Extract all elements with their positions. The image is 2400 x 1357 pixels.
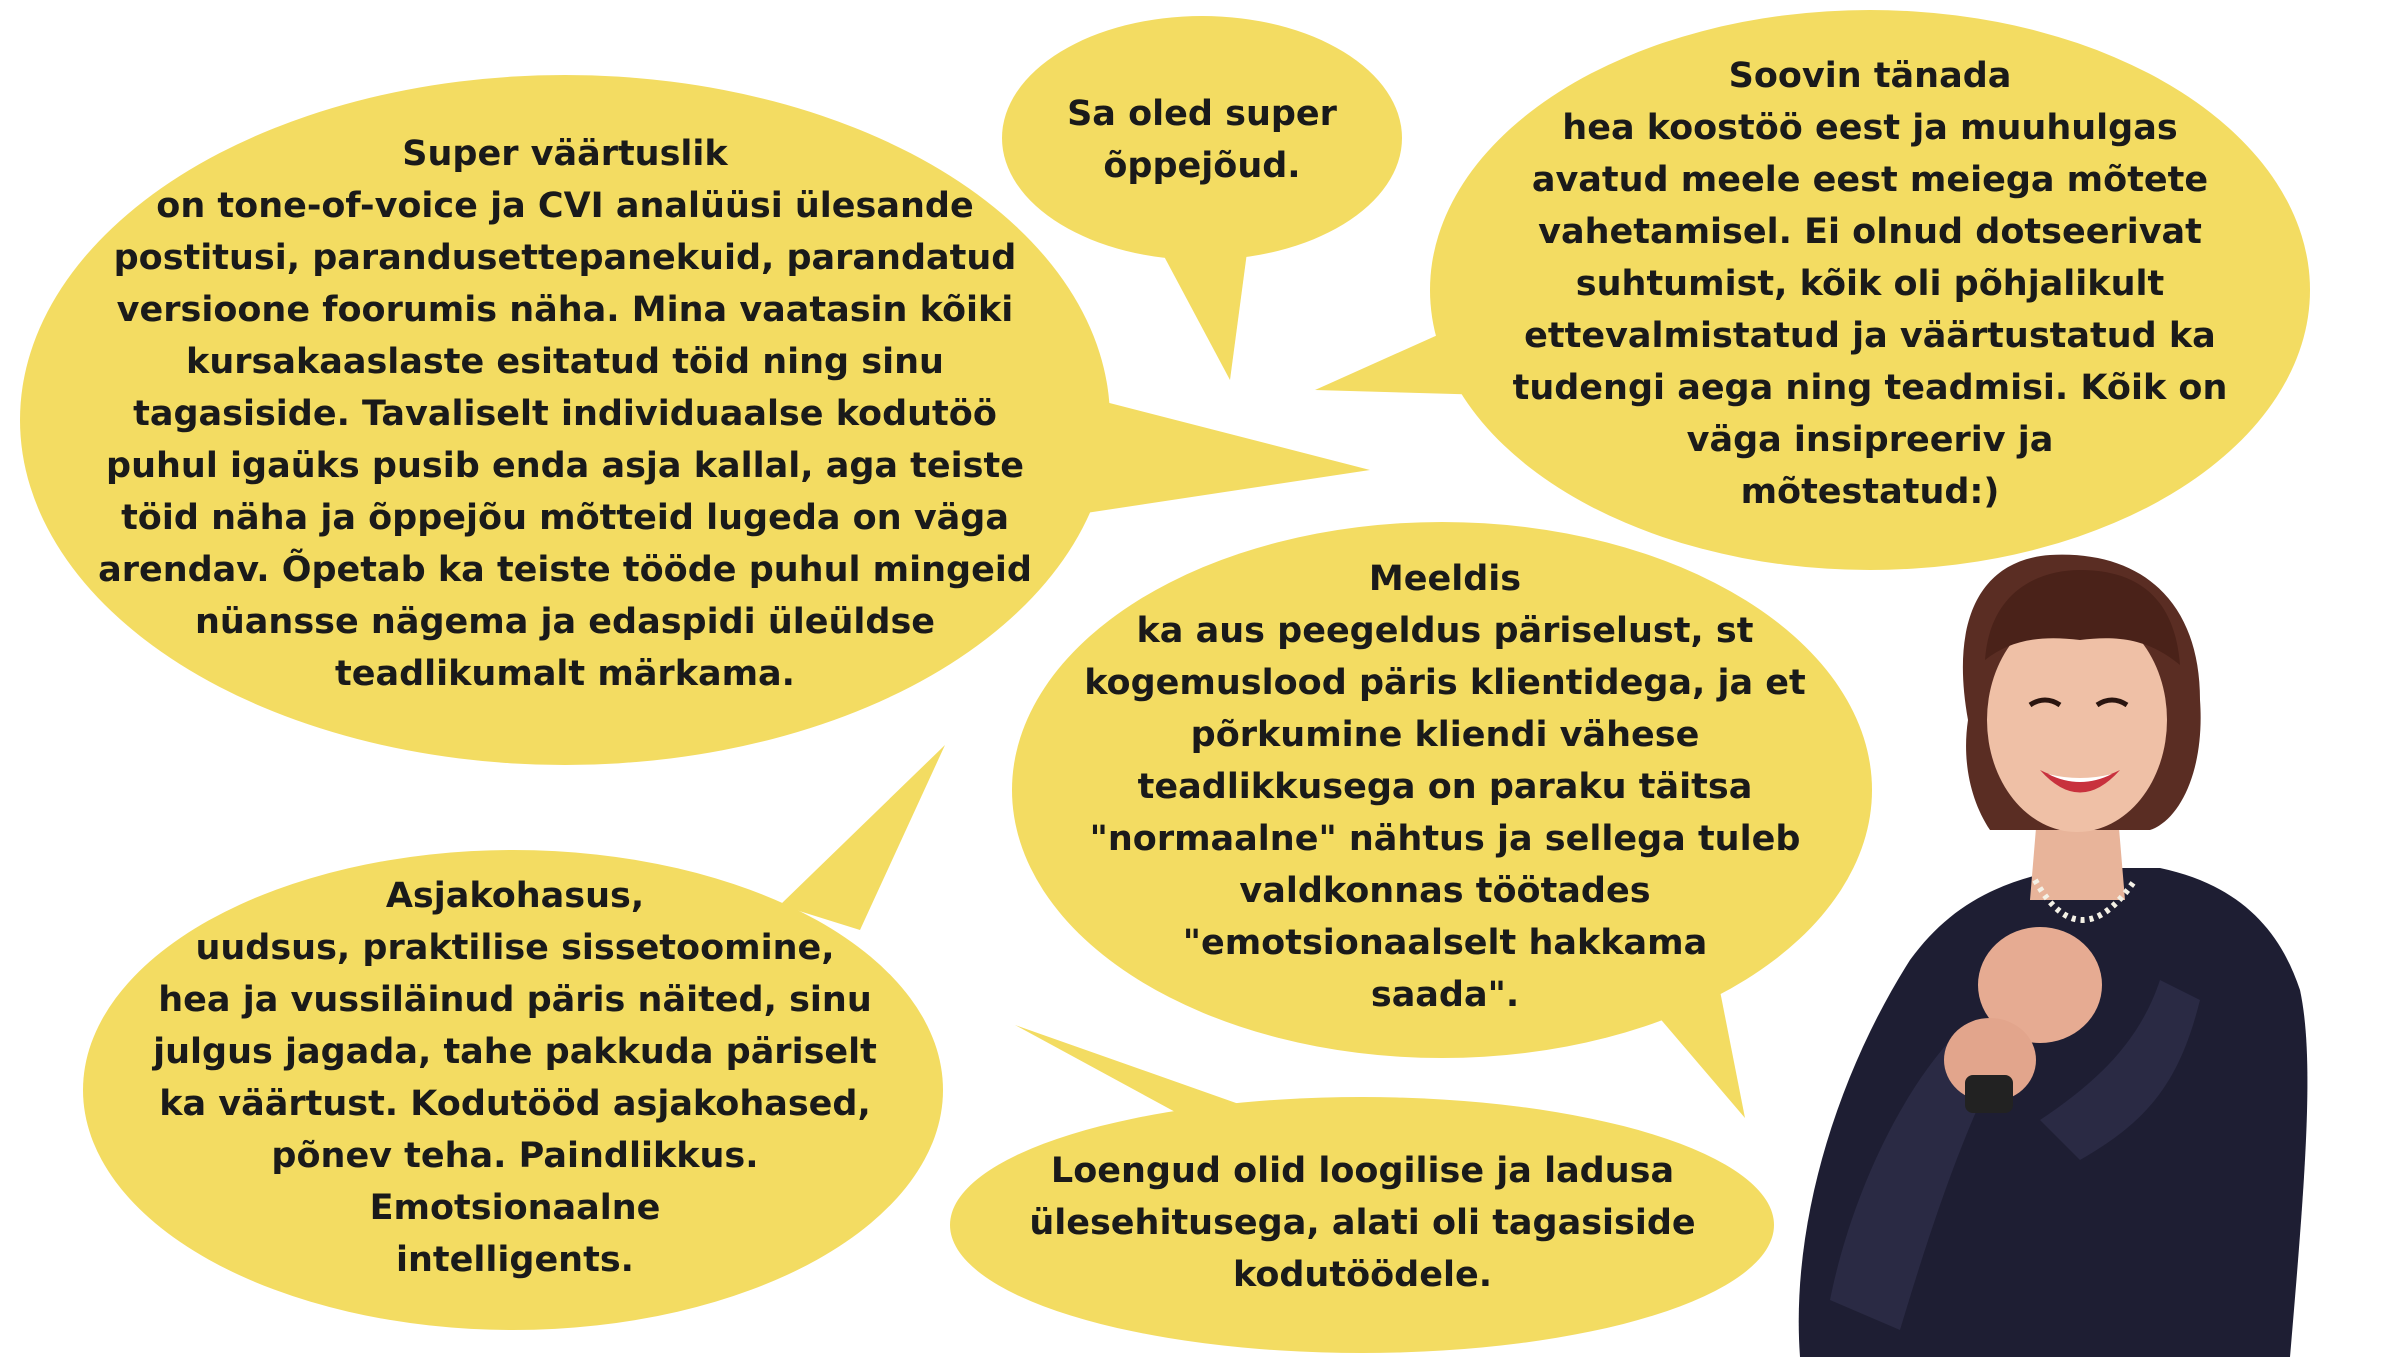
- bubble-3-text: Soovin tänada hea koostöö eest ja muuhulgas avatud meele eest meiega mõtete vahetamisel. Ei olnud dotseerivat suhtumist, kõik oli põhjalikult ettevalmistatud ja väärtustatud ka tudengi aega ning teadmisi. Kõik on väga insipreeriv ja mõtestatud:): [1512, 56, 2228, 512]
- bubble-4-text: Meeldis ka aus peegeldus päriselust, st kogemuslood päris klientidega, ja et põrkumine kliendi vähese teadlikkusega on paraku täitsa "normaalne" nähtus ja sellega tuleb valdkonnas töötades "emotsionaalselt hakkama saada".: [1084, 559, 1806, 1015]
- bubble-6-text: Loengud olid loogilise ja ladusa ülesehitusega, alati oli tagasiside kodutöödele.: [1029, 1151, 1696, 1295]
- person-photo-icon: [1799, 555, 2308, 1357]
- bubble-2-text: Sa oled super õppejõud.: [1067, 94, 1337, 186]
- bubble-5-text: Asjakohasus, uudsus, praktilise sissetoomine, hea ja vussiläinud päris näited, sinu julgus jagada, tahe pakkuda päriselt ka väärtust. Kodutööd asjakohased, põnev teha. Paindlikkus. Emotsionaalne intelligents.: [153, 876, 877, 1280]
- bubble-1-text: Super väärtuslik on tone-of-voice ja CVI analüüsi ülesande postitusi, parandusettepanekuid, parandatud versioone foorumis näha. Mina vaatasin kõiki kursakaaslaste esitatud töid ning sinu tagasiside. Tavaliselt individuaalse kodutöö puhul igaüks pusib enda asja kallal, aga teiste töid näha ja õppejõu mõtteid lugeda on väga arendav. Õpetab ka teiste tööde puhul mingeid nüansse nägema ja edaspidi üleüldse teadlikumalt märkama.: [98, 134, 1032, 694]
